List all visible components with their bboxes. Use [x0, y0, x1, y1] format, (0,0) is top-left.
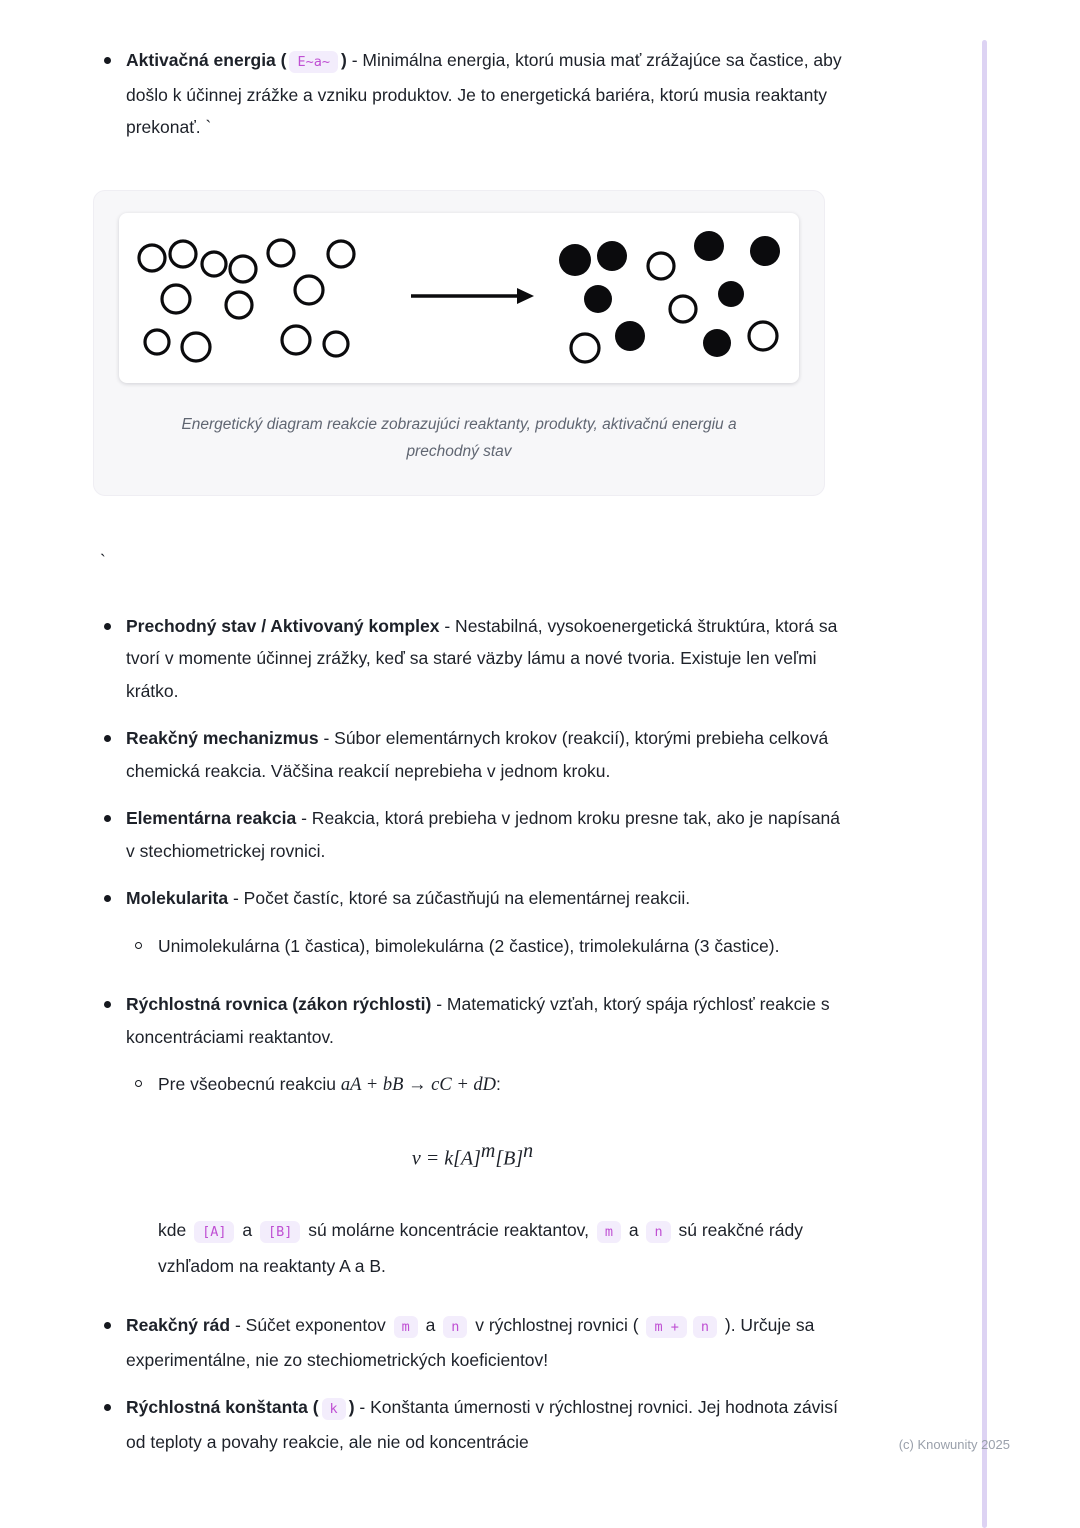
bullet-text — [158, 1074, 501, 1094]
term-bold: Prechodný stav / Aktivovaný komplex — [126, 615, 440, 636]
reactant-particle — [324, 332, 348, 356]
reactant-particle — [145, 330, 169, 354]
bullet-marker — [104, 735, 111, 742]
math-expression: [B] — [495, 1147, 524, 1170]
text-segment: - Reakcia, ktorá prebieha v jednom kroku presne tak, ako je napísaná v stechiometrickej rovnici. — [126, 808, 841, 861]
text-segment: - Súčet exponentov — [230, 1315, 391, 1336]
scrollbar-thumb[interactable] — [982, 40, 987, 1528]
term-bold: Reakčný rád — [126, 1315, 231, 1336]
text-segment: Pre všeobecnú reakciu — [158, 1074, 341, 1094]
copyright-text: (c) Knowunity 2025 — [898, 1437, 1010, 1452]
term-bold: ) — [348, 1397, 355, 1418]
product-particle — [750, 236, 780, 266]
text-segment: v rýchlostnej rovnici ( — [470, 1315, 644, 1336]
bullet-item — [100, 988, 845, 1053]
inline-code-chip: [A] — [194, 1221, 234, 1243]
bullet-item — [100, 1391, 845, 1458]
term-bold: Aktivačná energia ( — [126, 50, 287, 70]
bullet-item — [100, 722, 845, 787]
bullet-text — [126, 1397, 838, 1452]
bullet-text — [126, 50, 842, 137]
reactant-particle — [282, 326, 310, 354]
reactant-particle — [230, 256, 256, 282]
reactant-particle — [648, 253, 674, 279]
bullet-text — [126, 808, 840, 861]
bullet-marker — [135, 1080, 142, 1087]
figure-caption: Energetický diagram reakcie zobrazujúci reaktanty, produkty, aktivačnú energiu a prechodný stav — [181, 415, 737, 460]
term-bold: Reakčný mechanizmus — [126, 728, 319, 748]
particles-diagram — [119, 213, 799, 383]
inline-code-chip: m + — [646, 1316, 686, 1338]
math-superscript: m — [480, 1139, 496, 1162]
bullet-marker — [104, 57, 111, 64]
reactant-particle — [182, 333, 210, 361]
reactant-particle — [226, 292, 252, 318]
inline-code-chip: E~a~ — [289, 51, 338, 73]
bullet-text — [158, 936, 779, 956]
product-particle — [718, 281, 744, 307]
paragraph — [158, 1213, 848, 1283]
math-superscript: n — [523, 1139, 534, 1162]
bullet-marker — [104, 895, 111, 902]
inline-code-chip: n — [693, 1316, 717, 1338]
text-segment: ). Určuje sa experimentálne, nie zo stechiometrických koeficientov! — [126, 1315, 815, 1370]
text-segment: - Súbor elementárnych krokov (reakcií), ktorými prebieha celková chemická reakcia. Väčšina reakcií neprebieha v jednom kroku. — [126, 728, 829, 781]
inline-code-chip: k — [322, 1398, 346, 1420]
reactant-particle — [170, 241, 196, 267]
inline-code-chip: [B] — [260, 1221, 300, 1243]
product-particle — [559, 244, 591, 276]
bullet-item — [100, 1309, 845, 1376]
inline-code-chip: n — [646, 1221, 670, 1243]
reaction-arrow-head — [517, 288, 534, 304]
math-expression: aA + bB → cC + dD — [340, 1075, 497, 1095]
term-bold: Rýchlostná rovnica (zákon rýchlosti) — [126, 994, 432, 1014]
text-segment: a — [237, 1220, 257, 1241]
reactant-particle — [328, 241, 354, 267]
reactant-particle — [670, 296, 696, 322]
rate-equation — [100, 1136, 845, 1174]
bullet-marker — [104, 1322, 111, 1329]
product-particle — [694, 231, 724, 261]
product-particle — [584, 285, 612, 313]
reactant-particle — [571, 334, 599, 362]
inline-code-chip: m — [394, 1316, 418, 1338]
term-bold: ) — [341, 50, 347, 70]
text-segment: kde — [158, 1220, 192, 1241]
product-particle — [597, 241, 627, 271]
text-segment: sú reakčné rády vzhľadom na reaktanty A a B. — [158, 1220, 803, 1277]
bullet-item — [100, 802, 845, 867]
text-segment: - Minimálna energia, ktorú musia mať zrážajúce sa častice, aby došlo k účinnej zrážke a vzniku produktov. Je to energetická bariéra, ktorú musia reaktanty prekonať. ` — [126, 50, 842, 137]
stray-backtick: ` — [100, 550, 106, 571]
bullet-marker — [104, 1001, 111, 1008]
reactant-particle — [268, 240, 294, 266]
text-segment: - Matematický vzťah, ktorý spája rýchlosť reakcie s koncentráciami reaktantov. — [126, 994, 830, 1047]
text-segment: : — [496, 1074, 501, 1094]
product-particle — [703, 329, 731, 357]
bullet-item — [100, 882, 845, 915]
bullet-marker — [135, 942, 142, 949]
bullet-text — [126, 1315, 814, 1370]
bullet-marker — [104, 1404, 111, 1411]
bullet-text — [126, 994, 830, 1047]
particles-panel — [119, 213, 799, 383]
bullet-item — [100, 610, 845, 708]
bullet-text — [126, 888, 690, 908]
text-segment: - Nestabilná, vysokoenergetická štruktúra, ktorá sa tvorí v momente účinnej zrážky, keď sa staré väzby lámu a nové tvoria. Existuje len veľmi krátko. — [126, 615, 838, 701]
bullet-text — [126, 616, 837, 701]
reactant-particle — [139, 245, 165, 271]
text-segment: - Konštanta úmernosti v rýchlostnej rovnici. Jej hodnota závisí od teploty a povahy reakcie, ale nie od koncentrácie — [126, 1397, 838, 1452]
reactant-particle — [202, 252, 226, 276]
text-segment: sú molárne koncentrácie reaktantov, — [303, 1220, 594, 1241]
text-segment: a — [420, 1315, 441, 1336]
inline-code-chip: n — [443, 1316, 467, 1338]
sub-bullet-item — [133, 1068, 845, 1102]
reactant-particle — [295, 276, 323, 304]
text-segment: Unimolekulárna (1 častica), bimolekulárna (2 častice), trimolekulárna (3 častice). — [158, 935, 780, 956]
text-segment: - Počet častíc, ktoré sa zúčastňujú na elementárnej reakcii. — [228, 888, 691, 908]
sub-bullet-item — [133, 930, 845, 963]
inline-code-chip: m — [597, 1221, 621, 1243]
math-expression: v = k[A] — [411, 1147, 481, 1170]
bullet-marker — [104, 623, 111, 630]
term-bold: Rýchlostná konštanta ( — [126, 1397, 319, 1418]
reaction-figure — [93, 190, 825, 496]
reactant-particle — [162, 285, 190, 313]
bullet-marker — [104, 815, 111, 822]
bullet-item — [100, 44, 845, 144]
bullet-text — [126, 728, 828, 781]
reactant-particle — [749, 322, 777, 350]
product-particle — [615, 321, 645, 351]
text-segment: a — [624, 1220, 644, 1241]
term-bold: Elementárna reakcia — [126, 808, 297, 828]
term-bold: Molekularita — [126, 888, 229, 908]
